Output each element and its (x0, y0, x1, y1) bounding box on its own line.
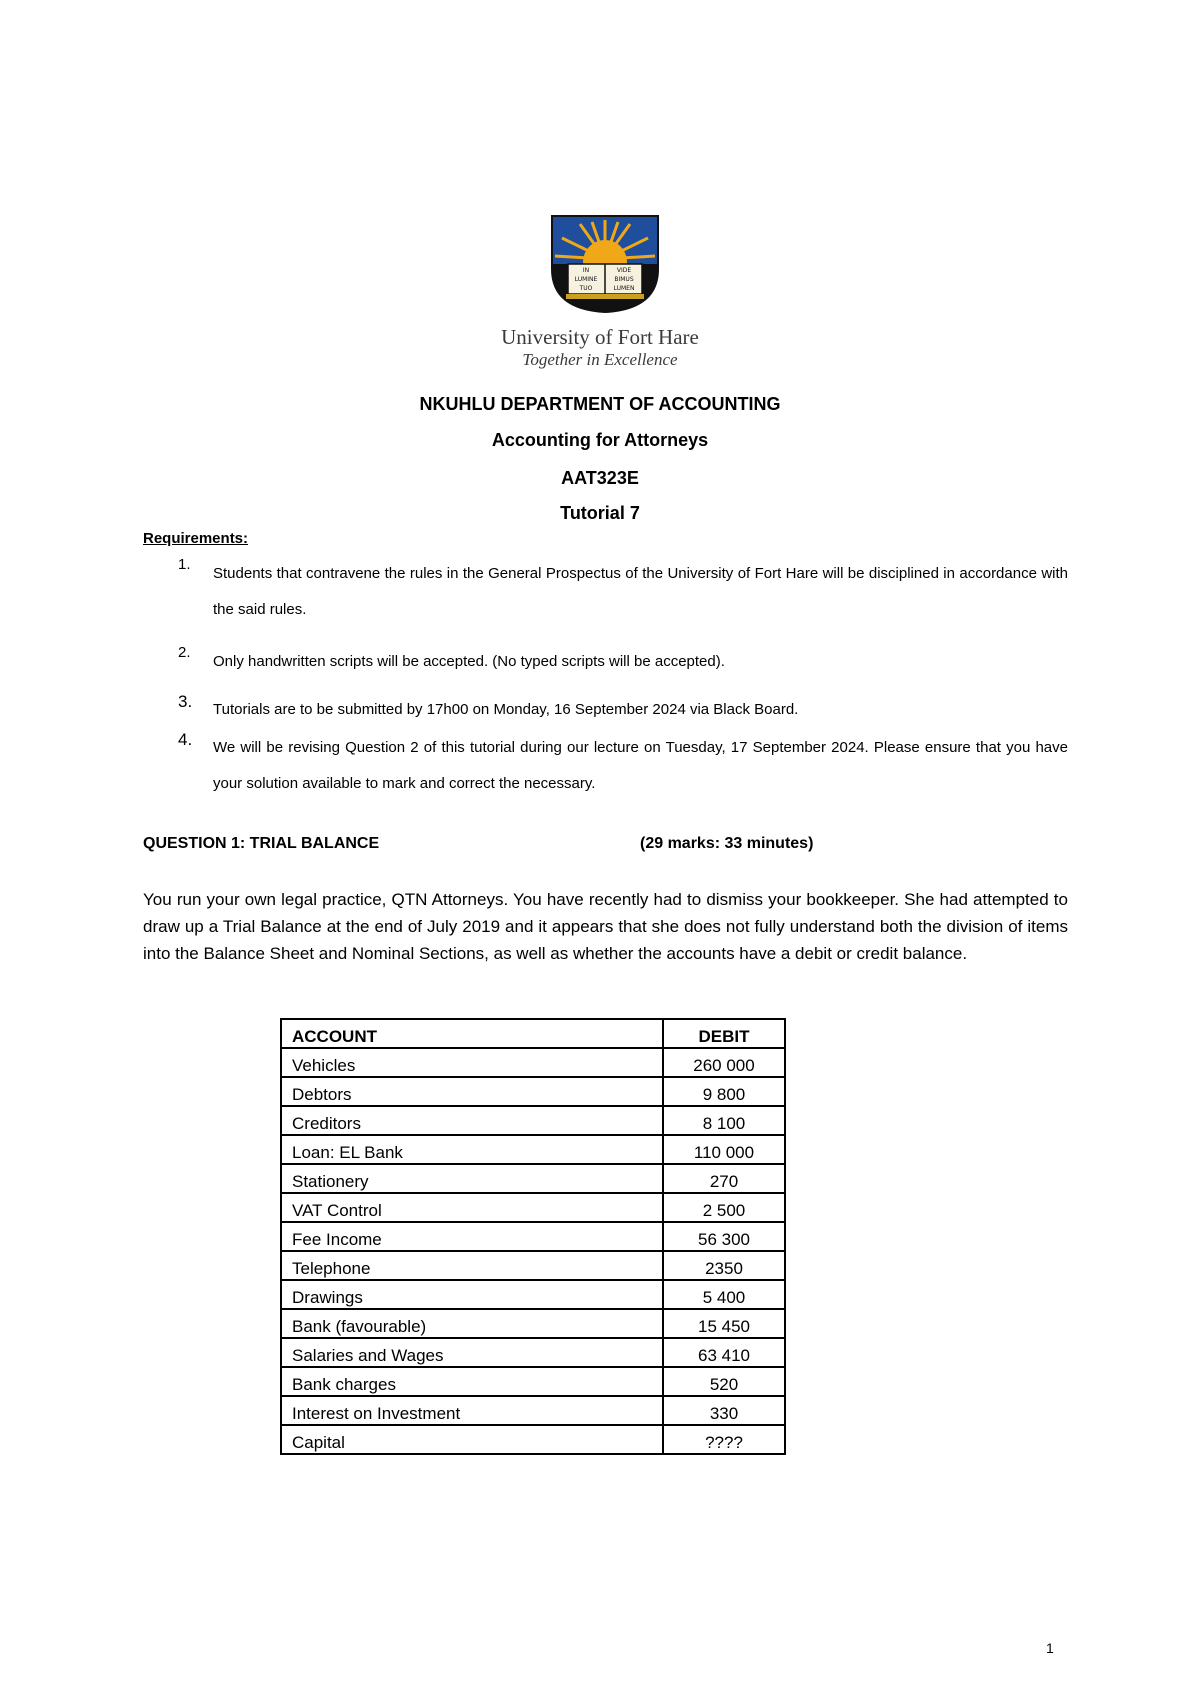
table-row (281, 1280, 785, 1309)
table-row (281, 1106, 785, 1135)
account-cell: Bank charges (281, 1367, 663, 1396)
svg-text:BIMUS: BIMUS (614, 276, 634, 283)
course-heading: Accounting for Attorneys (491, 430, 709, 450)
account-cell: VAT Control (281, 1193, 663, 1222)
debit-cell: 260 000 (663, 1048, 785, 1077)
debit-cell: 8 100 (663, 1106, 785, 1135)
table-row (281, 1338, 785, 1367)
table-row (281, 1367, 785, 1396)
requirement-text: Tutorials are to be submitted by 17h00 on Monday, 16 September 2024 via Black Board. (213, 701, 799, 718)
table-row (281, 1222, 785, 1251)
svg-text:VIDE: VIDE (616, 267, 632, 274)
debit-cell: 110 000 (663, 1135, 785, 1164)
account-cell: Capital (281, 1425, 663, 1454)
department-heading: NKUHLU DEPARTMENT OF ACCOUNTING (419, 394, 781, 414)
account-cell: Creditors (281, 1106, 663, 1135)
account-cell: Loan: EL Bank (281, 1135, 663, 1164)
university-name: University of Fort Hare (501, 325, 699, 349)
requirements-title: Requirements: (143, 530, 249, 547)
requirement-number: 4. (178, 730, 193, 749)
account-cell: Vehicles (281, 1048, 663, 1077)
account-cell: Drawings (281, 1280, 663, 1309)
debit-cell: 15 450 (663, 1309, 785, 1338)
table-header-row (281, 1019, 785, 1048)
course-code: AAT323E (561, 468, 639, 488)
table-row (281, 1396, 785, 1425)
account-cell: Debtors (281, 1077, 663, 1106)
svg-text:TUO: TUO (579, 285, 593, 292)
table-row (281, 1077, 785, 1106)
debit-cell: 270 (663, 1164, 785, 1193)
trial-balance-table (280, 1018, 786, 1455)
requirement-number: 3. (178, 692, 193, 711)
debit-cell: 520 (663, 1367, 785, 1396)
question-marks: (29 marks: 33 minutes) (640, 835, 814, 852)
debit-cell: 56 300 (663, 1222, 785, 1251)
account-cell: Salaries and Wages (281, 1338, 663, 1367)
tutorial-heading: Tutorial 7 (560, 503, 640, 523)
table-row (281, 1309, 785, 1338)
account-cell: Telephone (281, 1251, 663, 1280)
table-row (281, 1425, 785, 1454)
debit-cell: 2 500 (663, 1193, 785, 1222)
debit-cell: 5 400 (663, 1280, 785, 1309)
debit-cell: 330 (663, 1396, 785, 1425)
requirement-number: 1. (178, 556, 191, 573)
svg-text:IN: IN (582, 267, 590, 274)
table-row (281, 1048, 785, 1077)
account-column-header: ACCOUNT (281, 1019, 663, 1048)
account-cell: Stationery (281, 1164, 663, 1193)
requirement-text: Students that contravene the rules in the General Prospectus of the University of Fort Hare will be disciplined in accordance with the said rules. (213, 565, 1068, 618)
account-cell: Bank (favourable) (281, 1309, 663, 1338)
table-row (281, 1251, 785, 1280)
requirement-number: 2. (178, 644, 191, 661)
svg-text:LUMEN: LUMEN (613, 285, 635, 292)
question-title: QUESTION 1: TRIAL BALANCE (143, 835, 380, 852)
table-row (281, 1193, 785, 1222)
account-cell: Fee Income (281, 1222, 663, 1251)
debit-cell: 9 800 (663, 1077, 785, 1106)
svg-text:LUMINE: LUMINE (574, 276, 598, 283)
debit-cell: 63 410 (663, 1338, 785, 1367)
debit-column-header: DEBIT (663, 1019, 785, 1048)
requirement-text: We will be revising Question 2 of this tutorial during our lecture on Tuesday, 17 September 2024. Please ensure that you have your solution available to mark and correct the necessary. (213, 739, 1068, 792)
page-number: 1 (1046, 1640, 1054, 1656)
requirement-text: Only handwritten scripts will be accepted. (No typed scripts will be accepted). (213, 653, 725, 670)
table-row (281, 1135, 785, 1164)
university-tagline: Together in Excellence (522, 350, 678, 369)
debit-cell: 2350 (663, 1251, 785, 1280)
university-crest-logo (550, 214, 660, 314)
account-cell: Interest on Investment (281, 1396, 663, 1425)
table-row (281, 1164, 785, 1193)
debit-cell: ???? (663, 1425, 785, 1454)
question-intro: You run your own legal practice, QTN Attorneys. You have recently had to dismiss your bookkeeper. She had attempted to draw up a Trial Balance at the end of July 2019 and it appears that she does not fully understand both the division of items into the Balance Sheet and Nominal Sections, as well as whether the accounts have a debit or credit balance. (143, 890, 1068, 963)
